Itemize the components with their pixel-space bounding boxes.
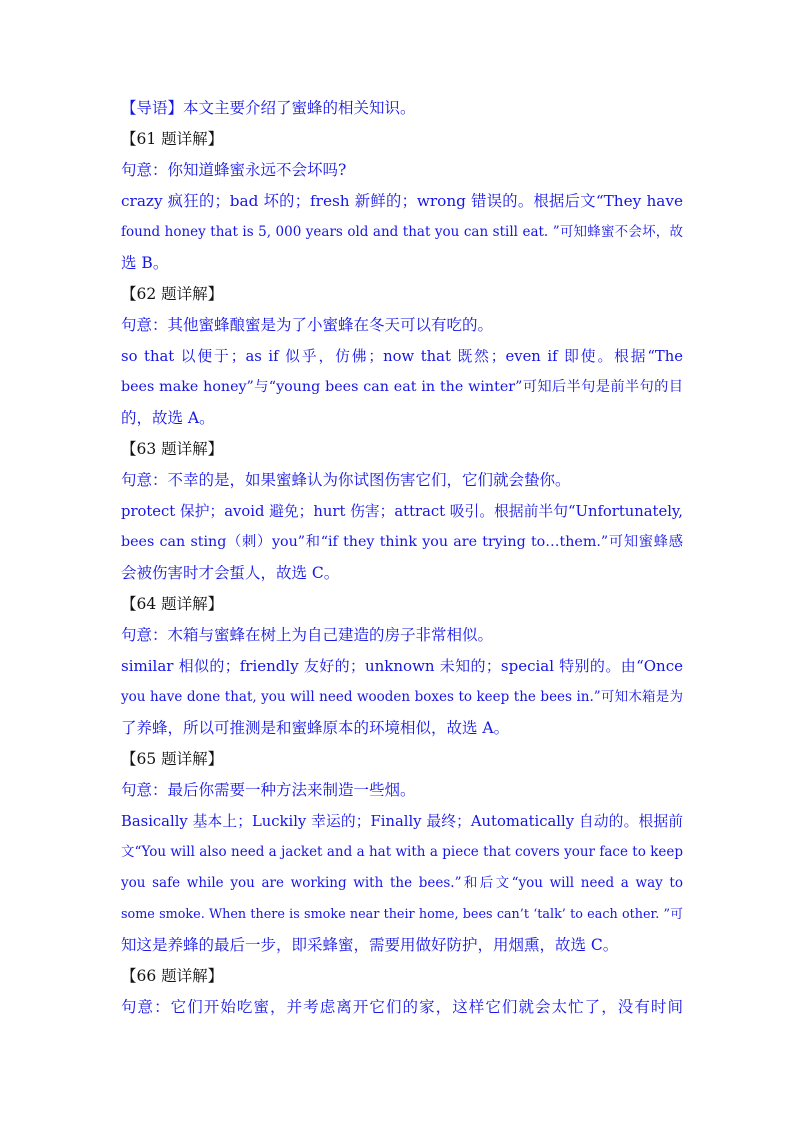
explanation-line: you have done that, you will need wooden boxes to keep the bees in.”可知木箱是为 xyxy=(121,689,683,705)
section-heading: 【66 题详解】 xyxy=(121,967,224,985)
section-meaning: 句意：它们开始吃蜜，并考虑离开它们的家，这样它们就会太忙了，没有时间 xyxy=(121,998,683,1016)
explanation-line: crazy 疯狂的；bad 坏的；fresh 新鲜的；wrong 错误的。根据后文“They have xyxy=(121,192,683,210)
section-62 xyxy=(121,279,683,434)
section-meaning: 句意：最后你需要一种方法来制造一些烟。 xyxy=(121,781,416,799)
document-body xyxy=(121,93,683,1023)
explanation-line: so that 以便于；as if 似乎，仿佛；now that 既然；even if 即使。根据“The xyxy=(121,348,683,365)
explanation-line: 知这是养蜂的最后一步，即采蜂蜜，需要用做好防护，用烟熏，故选 C。 xyxy=(121,936,619,954)
explanation-line: 的，故选 A。 xyxy=(121,409,215,427)
explanation-line: protect 保护；avoid 避免；hurt 伤害；attract 吸引。根据前半句“Unfortunately, xyxy=(121,503,683,520)
explanation-line: 了养蜂，所以可推测是和蜜蜂原本的环境相似，故选 A。 xyxy=(121,719,510,737)
section-64 xyxy=(121,589,683,744)
section-meaning: 句意：其他蜜蜂酿蜜是为了小蜜蜂在冬天可以有吃的。 xyxy=(121,316,494,334)
section-heading: 【64 题详解】 xyxy=(121,595,224,613)
explanation-line: Basically 基本上；Luckily 幸运的；Finally 最终；Automatically 自动的。根据前 xyxy=(121,813,683,830)
section-meaning: 句意：你知道蜂蜜永远不会坏吗? xyxy=(121,161,347,179)
section-61 xyxy=(121,124,683,279)
section-66 xyxy=(121,961,683,1023)
explanation-line: some smoke. When there is smoke near their home, bees can’t ‘talk’ to each other. ”可 xyxy=(121,907,683,922)
section-meaning: 句意：木箱与蜜蜂在树上为自己建造的房子非常相似。 xyxy=(121,626,494,644)
section-meaning: 句意：不幸的是，如果蜜蜂认为你试图伤害它们，它们就会蛰你。 xyxy=(121,471,571,489)
section-heading: 【65 题详解】 xyxy=(121,750,224,768)
section-heading: 【63 题详解】 xyxy=(121,440,224,458)
explanation-line: 会被伤害时才会蜇人，故选 C。 xyxy=(121,564,340,582)
intro-text: 【导语】本文主要介绍了蜜蜂的相关知识。 xyxy=(121,99,416,117)
explanation-line: bees can sting（刺）you”和“if they think you are trying to…them.”可知蜜蜂感 xyxy=(121,534,683,550)
explanation-line: found honey that is 5, 000 years old and that you can still eat. ”可知蜂蜜不会坏，故 xyxy=(121,224,683,240)
explanation-line: 选 B。 xyxy=(121,254,169,272)
explanation-line: similar 相似的；friendly 友好的；unknown 未知的；special 特别的。由“Once xyxy=(121,657,683,675)
explanation-line: bees make honey”与“young bees can eat in the winter”可知后半句是前半句的目 xyxy=(121,379,683,395)
section-63 xyxy=(121,434,683,589)
section-heading: 【62 题详解】 xyxy=(121,285,224,303)
explanation-line: you safe while you are working with the bees.”和后文“you will need a way to xyxy=(121,875,683,891)
section-heading: 【61 题详解】 xyxy=(121,130,224,148)
explanation-line: 文“You will also need a jacket and a hat with a piece that covers your face to keep xyxy=(121,844,683,860)
section-65 xyxy=(121,744,683,961)
